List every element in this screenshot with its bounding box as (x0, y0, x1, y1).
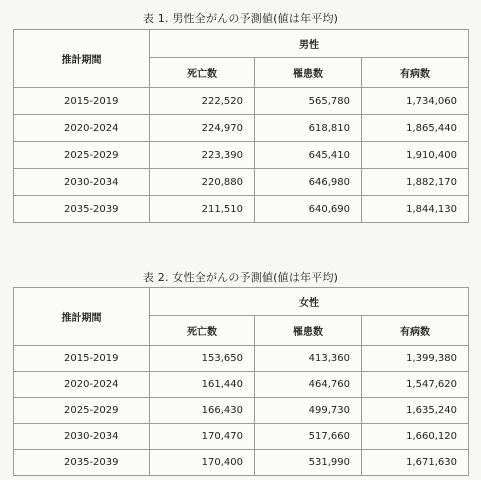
period-cell: 2015-2019 (14, 346, 150, 372)
deaths-cell: 170,470 (150, 424, 255, 450)
female-cancer-table (13, 287, 469, 476)
deaths-header: 死亡数 (150, 316, 255, 346)
prevalence-cell: 1,547,620 (362, 372, 469, 398)
prevalence-header: 有病数 (362, 58, 469, 88)
prevalence-cell: 1,882,170 (362, 169, 469, 196)
period-cell: 2025-2029 (14, 142, 150, 169)
prevalence-cell: 1,844,130 (362, 196, 469, 223)
table-row (14, 88, 469, 115)
prevalence-cell: 1,910,400 (362, 142, 469, 169)
prevalence-cell: 1,671,630 (362, 450, 469, 476)
incidence-cell: 646,980 (255, 169, 362, 196)
male-cancer-table (13, 29, 469, 223)
prevalence-cell: 1,399,380 (362, 346, 469, 372)
table-row (14, 346, 469, 372)
table2-caption: 表 2. 女性全がんの予測値(値は年平均) (142, 271, 339, 284)
prevalence-cell: 1,635,240 (362, 398, 469, 424)
deaths-cell: 220,880 (150, 169, 255, 196)
prevalence-cell: 1,660,120 (362, 424, 469, 450)
table-row (14, 196, 469, 223)
deaths-cell: 211,510 (150, 196, 255, 223)
period-cell: 2030-2034 (14, 169, 150, 196)
period-cell: 2015-2019 (14, 88, 150, 115)
incidence-header: 罹患数 (255, 316, 362, 346)
table-row (14, 450, 469, 476)
prevalence-cell: 1,734,060 (362, 88, 469, 115)
sex-group-header: 男性 (150, 30, 469, 58)
deaths-cell: 224,970 (150, 115, 255, 142)
period-cell: 2020-2024 (14, 115, 150, 142)
incidence-cell: 464,760 (255, 372, 362, 398)
incidence-cell: 517,660 (255, 424, 362, 450)
deaths-cell: 161,440 (150, 372, 255, 398)
incidence-cell: 618,810 (255, 115, 362, 142)
period-cell: 2035-2039 (14, 196, 150, 223)
period-header: 推計期間 (14, 288, 150, 346)
incidence-cell: 531,990 (255, 450, 362, 476)
incidence-cell: 645,410 (255, 142, 362, 169)
deaths-cell: 153,650 (150, 346, 255, 372)
table1-caption: 表 1. 男性全がんの予測値(値は年平均) (142, 12, 339, 25)
incidence-cell: 640,690 (255, 196, 362, 223)
deaths-cell: 223,390 (150, 142, 255, 169)
prevalence-cell: 1,865,440 (362, 115, 469, 142)
table-row (14, 115, 469, 142)
period-cell: 2020-2024 (14, 372, 150, 398)
incidence-cell: 565,780 (255, 88, 362, 115)
incidence-cell: 413,360 (255, 346, 362, 372)
incidence-header: 罹患数 (255, 58, 362, 88)
period-header: 推計期間 (14, 30, 150, 88)
period-cell: 2025-2029 (14, 398, 150, 424)
deaths-cell: 170,400 (150, 450, 255, 476)
incidence-cell: 499,730 (255, 398, 362, 424)
table-row (14, 169, 469, 196)
prevalence-header: 有病数 (362, 316, 469, 346)
table-row (14, 372, 469, 398)
period-cell: 2030-2034 (14, 424, 150, 450)
deaths-cell: 222,520 (150, 88, 255, 115)
table-row (14, 142, 469, 169)
table-row (14, 398, 469, 424)
deaths-cell: 166,430 (150, 398, 255, 424)
sex-group-header: 女性 (150, 288, 469, 316)
period-cell: 2035-2039 (14, 450, 150, 476)
deaths-header: 死亡数 (150, 58, 255, 88)
table-row (14, 424, 469, 450)
